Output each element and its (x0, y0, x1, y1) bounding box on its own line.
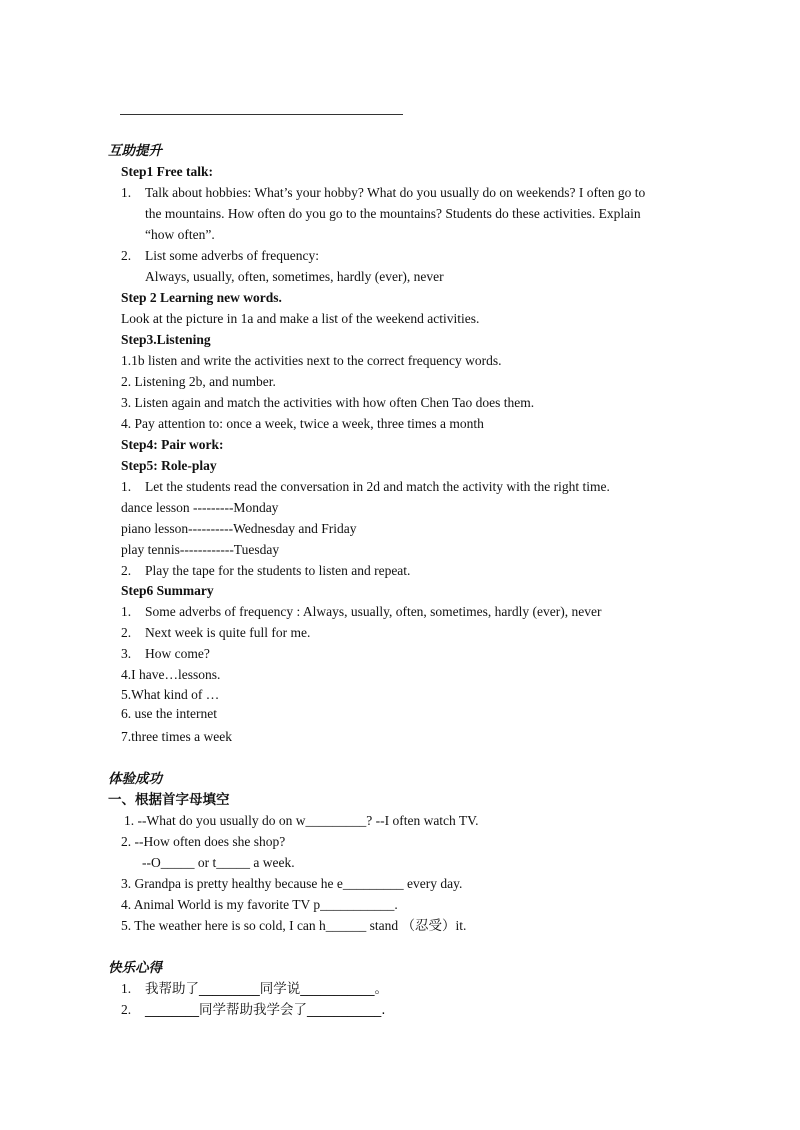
top-rule (120, 114, 403, 115)
summary-item2-num: 2. (121, 625, 132, 640)
reflection-item1-num: 1. (121, 981, 132, 996)
reflection-item2-text: ________同学帮助我学会了___________. (145, 1002, 386, 1018)
question-3: 3. Grandpa is pretty healthy because he e_________ every day. (121, 876, 463, 891)
question-2: 2. --How often does she shop? (121, 834, 286, 849)
step1-title: Step1 Free talk: (121, 164, 213, 179)
section-heading-tycg: 体验成功 (108, 771, 162, 787)
summary-item2 (121, 624, 310, 642)
step5-item2-num: 2. (121, 563, 132, 578)
question-1: 1. --What do you usually do on w_________? --I often watch TV. (124, 813, 479, 828)
summary-item5: 5.What kind of … (121, 687, 220, 702)
summary-item6: 6. use the internet (121, 706, 217, 721)
question-2-answer: --O_____ or t_____ a week. (142, 855, 295, 870)
step2-text: Look at the picture in 1a and make a list of the weekend activities. (121, 311, 480, 326)
step3-line4: 4. Pay attention to: once a week, twice a week, three times a month (121, 416, 484, 431)
step1-item2-line1: List some adverbs of frequency: (145, 248, 319, 263)
schedule-row-piano: piano lesson----------Wednesday and Friday (121, 521, 357, 536)
schedule-row-dance: dance lesson ---------Monday (121, 500, 279, 515)
step1-item2-num: 2. (121, 248, 132, 263)
step5-item1-num: 1. (121, 479, 132, 494)
section-heading-hzts: 互助提升 (108, 143, 162, 159)
reflection-item1-text: 我帮助了_________同学说___________。 (145, 981, 388, 997)
step5-item1 (121, 478, 610, 496)
summary-item7: 7.three times a week (121, 729, 232, 744)
step5-item1-text: Let the students read the conversation in 2d and match the activity with the right time. (145, 479, 610, 494)
step3-line3: 3. Listen again and match the activities with how often Chen Tao does them. (121, 395, 535, 410)
summary-item3-text: How come? (145, 646, 210, 661)
step1-item1-line3: “how often”. (145, 227, 215, 242)
step4-title: Step4: Pair work: (121, 437, 224, 452)
reflection-item2-num: 2. (121, 1002, 132, 1017)
step3-title: Step3.Listening (121, 332, 211, 347)
step1-item2 (121, 247, 319, 265)
exercise-subheading: 一、根据首字母填空 (108, 792, 230, 808)
step1-item2-line2: Always, usually, often, sometimes, hardly (ever), never (145, 269, 444, 284)
reflection-item1 (121, 980, 388, 998)
summary-item3 (121, 645, 210, 663)
question-4: 4. Animal World is my favorite TV p___________. (121, 897, 398, 912)
section-heading-klxd: 快乐心得 (108, 960, 162, 976)
step1-item1-num: 1. (121, 185, 132, 200)
question-5: 5. The weather here is so cold, I can h______ stand （忍受）it. (121, 918, 467, 933)
step2-title: Step 2 Learning new words. (121, 290, 282, 305)
summary-item4: 4.I have…lessons. (121, 667, 221, 682)
step6-title: Step6 Summary (121, 583, 214, 598)
reflection-item2 (121, 1001, 386, 1019)
step5-item2-text: Play the tape for the students to listen and repeat. (145, 563, 411, 578)
schedule-row-tennis: play tennis------------Tuesday (121, 542, 280, 557)
summary-item1-text: Some adverbs of frequency : Always, usually, often, sometimes, hardly (ever), never (145, 604, 602, 619)
summary-item2-text: Next week is quite full for me. (145, 625, 311, 640)
step5-title: Step5: Role-play (121, 458, 217, 473)
step3-line2: 2. Listening 2b, and number. (121, 374, 276, 389)
step1-item1 (121, 184, 645, 202)
step3-line1: 1.1b listen and write the activities next to the correct frequency words. (121, 353, 502, 368)
summary-item1 (121, 603, 602, 621)
step5-item2 (121, 562, 410, 580)
summary-item3-num: 3. (121, 646, 132, 661)
step1-item1-line2: the mountains. How often do you go to the mountains? Students do these activities. Explain (145, 206, 641, 221)
step1-item1-line1: Talk about hobbies: What’s your hobby? What do you usually do on weekends? I often go to (145, 185, 646, 200)
summary-item1-num: 1. (121, 604, 132, 619)
